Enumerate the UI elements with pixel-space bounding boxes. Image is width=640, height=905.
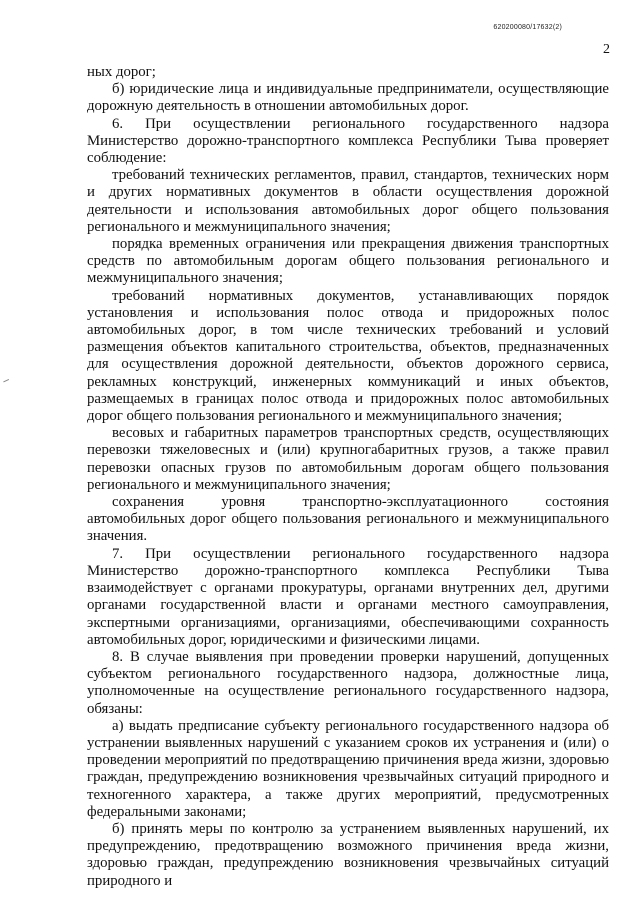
paragraph: сохранения уровня транспортно-эксплуатационного состояния автомобильных дорог общего пользования регионального и межмуниципального значения. — [87, 494, 609, 545]
document-number: 620200080/17632(2) — [493, 24, 562, 31]
paragraph: весовых и габаритных параметров транспортных средств, осуществляющих перевозки тяжеловесных и (или) крупногабаритных грузов, а также правил перевозки опасных грузов по автомобильным дорогам общего пользования регионального и межмуниципального значения; — [87, 425, 609, 493]
paragraph: б) юридические лица и индивидуальные предприниматели, осуществляющие дорожную деятельность в отношении автомобильных дорог. — [87, 81, 609, 115]
paragraph: ных дорог; — [87, 64, 156, 80]
paragraph: 7. При осуществлении регионального государственного надзора Министерство дорожно-транспортного комплекса Республики Тыва взаимодействует с органами прокуратуры, органами внутренних дел, другими органами государственной власти и органами местного самоуправления, экспертными организациями, организациями, обеспечивающими сохранность автомобильных дорог, юридическими и физическими лицами. — [87, 545, 609, 648]
margin-mark — [3, 379, 11, 386]
page-number: 2 — [603, 42, 610, 57]
paragraph: требований нормативных документов, устанавливающих порядок установления и использования полос отвода и придорожных полос автомобильных дорог, в том числе технических требований и условий размещения объектов капитального строительства, объектов, предназначенных для осуществления дорожной деятельности, объектов дорожного сервиса, рекламных конструкций, инженерных коммуникаций и иных объектов, размещаемых в границах полос отвода и придорожных полос автомобильных дорог общего пользования регионального и межмуниципального значения; — [87, 287, 609, 425]
paragraph: а) выдать предписание субъекту регионального государственного надзора об устранении выявленных нарушений с указанием сроков их устранения и (или) о проведении мероприятий по предотвращению причинения вреда жизни, здоровью граждан, предупреждению возникновения чрезвычайных ситуаций природного и техногенного характера, а также других мероприятий, предусмотренных федеральными законами; — [87, 717, 609, 820]
document-body — [87, 64, 609, 890]
paragraph: требований технических регламентов, правил, стандартов, технических норм и других нормативных документов в области осуществления дорожной деятельности и использования автомобильных дорог общего пользования регионального и межмуниципального значения; — [87, 167, 609, 235]
paragraph: порядка временных ограничения или прекращения движения транспортных средств по автомобильным дорогам общего пользования регионального и межмуниципального значения; — [87, 236, 609, 287]
paragraph: 6. При осуществлении регионального государственного надзора Министерство дорожно-транспортного комплекса Республики Тыва проверяет соблюдение: — [87, 115, 609, 167]
paragraph: 8. В случае выявления при проведении проверки нарушений, допущенных субъектом регионального государственного надзора, должностные лица, уполномоченные на осуществление регионального государственного надзора, обязаны: — [87, 648, 609, 717]
paragraph: б) принять меры по контролю за устранением выявленных нарушений, их предупреждению, предотвращению возможного причинения вреда жизни, здоровью граждан, предупреждению возникновения чрезвычайных ситуаций природного и — [87, 820, 609, 889]
